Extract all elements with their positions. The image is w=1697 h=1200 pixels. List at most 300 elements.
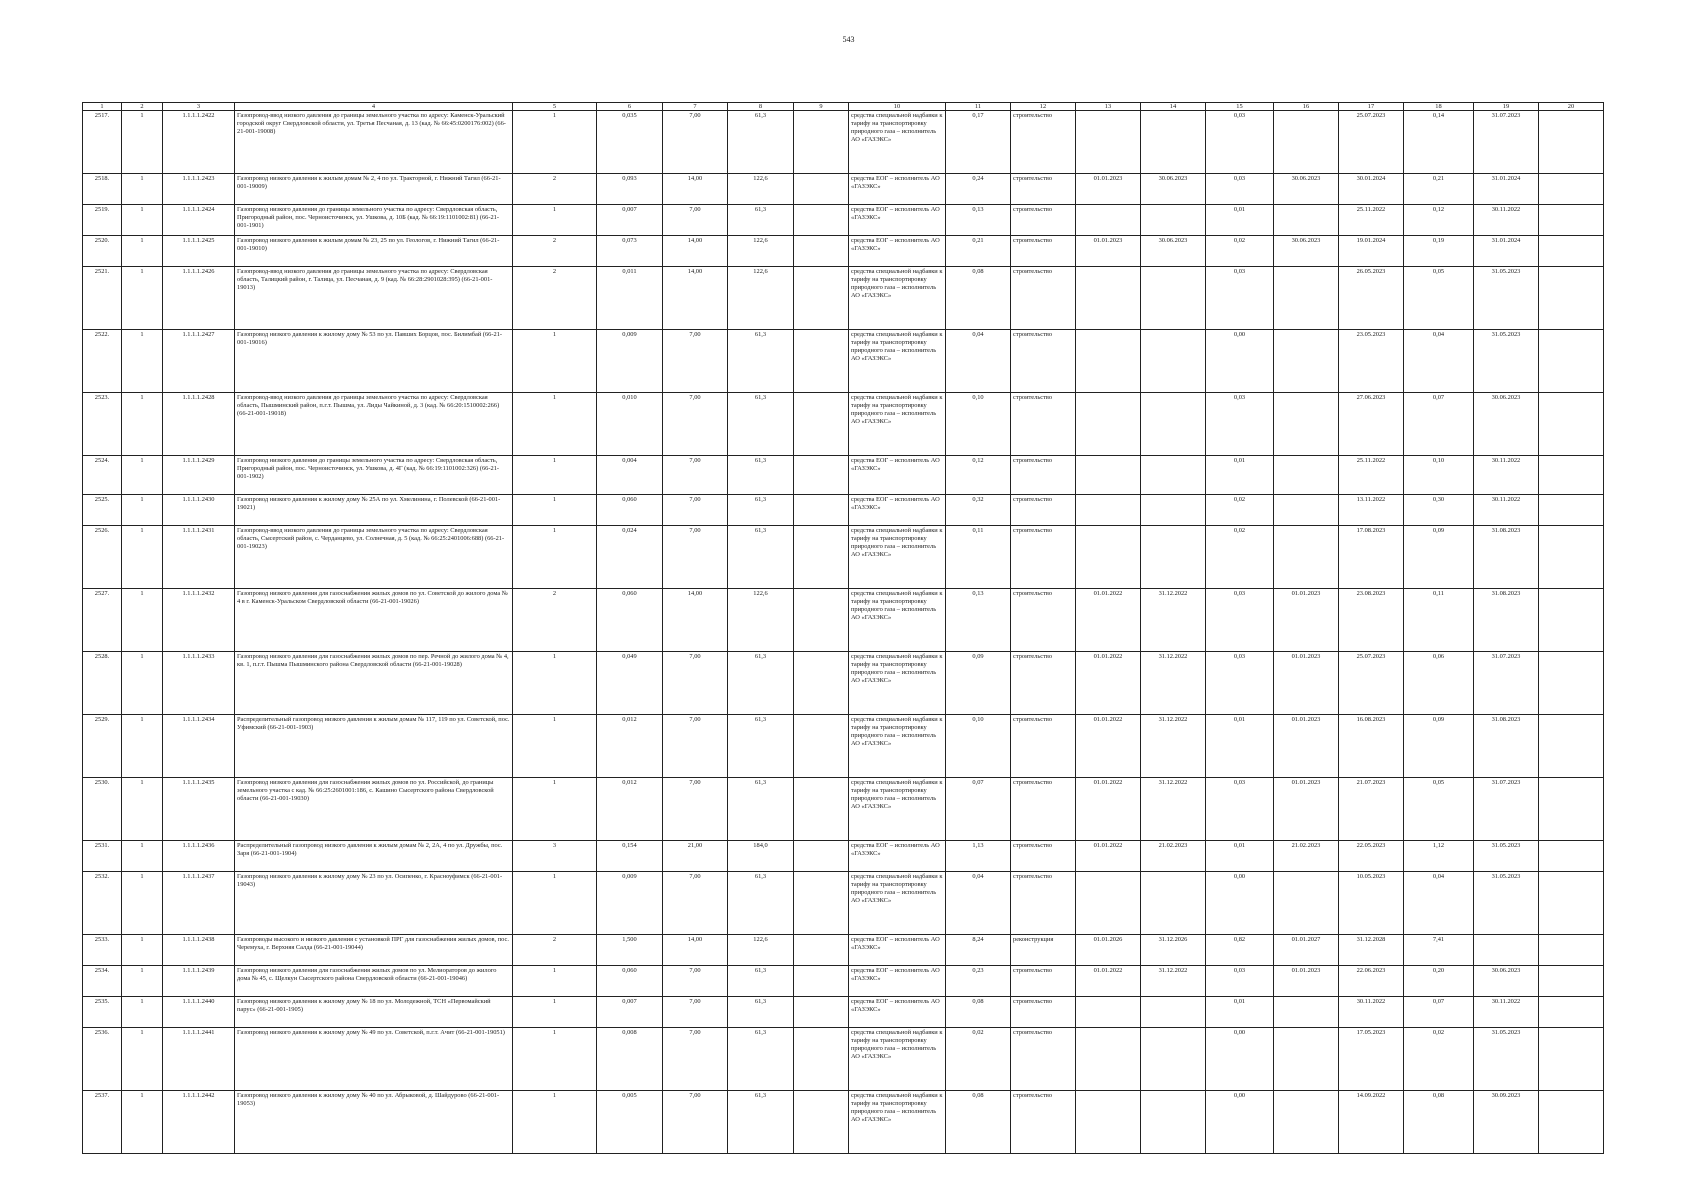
col-16-value xyxy=(1274,111,1339,174)
cost-value: 8,24 xyxy=(946,935,1011,966)
end-date: 31.12.2026 xyxy=(1141,935,1206,966)
table-row xyxy=(83,935,1604,966)
row-number: 2536. xyxy=(83,1028,122,1091)
col-20-value xyxy=(1539,205,1604,236)
column-number-10: 10 xyxy=(849,103,946,111)
col-5-value: 1 xyxy=(513,205,597,236)
row-number: 2524. xyxy=(83,456,122,495)
column-number-7: 7 xyxy=(663,103,728,111)
table-row xyxy=(83,1028,1604,1091)
col-20-value xyxy=(1539,456,1604,495)
col-7-value: 7,00 xyxy=(663,997,728,1028)
col-16-value xyxy=(1274,997,1339,1028)
col-5-value: 1 xyxy=(513,495,597,526)
end-date xyxy=(1141,205,1206,236)
col-7-value: 7,00 xyxy=(663,205,728,236)
col-9-value xyxy=(794,1028,849,1091)
col-16-value xyxy=(1274,330,1339,393)
col-9-value xyxy=(794,330,849,393)
funding-source: средства специальной надбавки к тарифу на транспортировку природного газа – исполнитель АО «ГАЗЭКС» xyxy=(849,1028,946,1091)
work-type: строительство xyxy=(1011,778,1076,841)
col-9-value xyxy=(794,205,849,236)
col-20-value xyxy=(1539,715,1604,778)
start-date xyxy=(1076,111,1141,174)
col-5-value: 2 xyxy=(513,267,597,330)
col-15-value: 0,00 xyxy=(1206,872,1274,935)
start-date: 01.01.2022 xyxy=(1076,778,1141,841)
commissioning-date: 31.01.2024 xyxy=(1474,174,1539,205)
col-16-value xyxy=(1274,1028,1339,1091)
col-5-value: 1 xyxy=(513,715,597,778)
investment-program-table xyxy=(82,102,1604,1154)
col-5-value: 1 xyxy=(513,393,597,456)
start-date xyxy=(1076,872,1141,935)
object-code: 1.1.1.1.2437 xyxy=(163,872,235,935)
completion-date: 25.07.2023 xyxy=(1339,652,1404,715)
commissioning-date: 31.05.2023 xyxy=(1474,267,1539,330)
col-9-value xyxy=(794,715,849,778)
completion-date: 25.11.2022 xyxy=(1339,205,1404,236)
commissioning-date: 31.05.2023 xyxy=(1474,841,1539,872)
col-7-value: 7,00 xyxy=(663,456,728,495)
length-value: 0,007 xyxy=(597,205,663,236)
col-16-value: 01.01.2023 xyxy=(1274,966,1339,997)
length-value: 0,010 xyxy=(597,393,663,456)
end-date: 31.12.2022 xyxy=(1141,778,1206,841)
col-18-value: 0,12 xyxy=(1404,205,1474,236)
row-number: 2526. xyxy=(83,526,122,589)
table-row xyxy=(83,526,1604,589)
col-15-value: 0,02 xyxy=(1206,236,1274,267)
col-18-value: 0,07 xyxy=(1404,997,1474,1028)
funding-source: средства специальной надбавки к тарифу на транспортировку природного газа – исполнитель АО «ГАЗЭКС» xyxy=(849,267,946,330)
commissioning-date: 30.06.2023 xyxy=(1474,966,1539,997)
end-date xyxy=(1141,111,1206,174)
start-date: 01.01.2022 xyxy=(1076,966,1141,997)
col-15-value: 0,82 xyxy=(1206,935,1274,966)
object-code: 1.1.1.1.2427 xyxy=(163,330,235,393)
cost-value: 0,07 xyxy=(946,778,1011,841)
col-18-value: 0,21 xyxy=(1404,174,1474,205)
col-7-value: 7,00 xyxy=(663,652,728,715)
table-row xyxy=(83,715,1604,778)
column-number-2: 2 xyxy=(122,103,163,111)
col-15-value: 0,03 xyxy=(1206,966,1274,997)
completion-date: 25.07.2023 xyxy=(1339,111,1404,174)
length-value: 0,093 xyxy=(597,174,663,205)
col-16-value xyxy=(1274,526,1339,589)
work-type: строительство xyxy=(1011,526,1076,589)
col-15-value: 0,01 xyxy=(1206,841,1274,872)
table-row xyxy=(83,997,1604,1028)
funding-source: средства специальной надбавки к тарифу на транспортировку природного газа – исполнитель АО «ГАЗЭКС» xyxy=(849,393,946,456)
col-15-value: 0,03 xyxy=(1206,393,1274,456)
funding-source: средства специальной надбавки к тарифу на транспортировку природного газа – исполнитель АО «ГАЗЭКС» xyxy=(849,589,946,652)
col-2-value: 1 xyxy=(122,495,163,526)
start-date: 01.01.2022 xyxy=(1076,841,1141,872)
commissioning-date: 31.08.2023 xyxy=(1474,589,1539,652)
funding-source: средства специальной надбавки к тарифу на транспортировку природного газа – исполнитель АО «ГАЗЭКС» xyxy=(849,1091,946,1154)
work-type: строительство xyxy=(1011,589,1076,652)
col-20-value xyxy=(1539,526,1604,589)
col-9-value xyxy=(794,495,849,526)
col-15-value: 0,01 xyxy=(1206,715,1274,778)
length-value: 0,012 xyxy=(597,715,663,778)
completion-date: 21.07.2023 xyxy=(1339,778,1404,841)
cost-value: 0,13 xyxy=(946,589,1011,652)
work-type: строительство xyxy=(1011,393,1076,456)
completion-date: 25.11.2022 xyxy=(1339,456,1404,495)
col-7-value: 14,00 xyxy=(663,935,728,966)
col-7-value: 7,00 xyxy=(663,330,728,393)
object-name: Газопровод низкого давления для газоснабжения жилых домов по ул. Советской до жилого дома № 4 в г. Каменск-Уральском Свердловской области (66-21-001-19026) xyxy=(235,589,513,652)
col-18-value: 1,12 xyxy=(1404,841,1474,872)
object-code: 1.1.1.1.2441 xyxy=(163,1028,235,1091)
completion-date: 14.09.2022 xyxy=(1339,1091,1404,1154)
column-number-3: 3 xyxy=(163,103,235,111)
object-code: 1.1.1.1.2423 xyxy=(163,174,235,205)
col-9-value xyxy=(794,1091,849,1154)
object-code: 1.1.1.1.2430 xyxy=(163,495,235,526)
end-date xyxy=(1141,393,1206,456)
column-number-header-row xyxy=(83,103,1604,111)
commissioning-date: 31.08.2023 xyxy=(1474,526,1539,589)
col-7-value: 7,00 xyxy=(663,715,728,778)
column-number-14: 14 xyxy=(1141,103,1206,111)
col-7-value: 21,00 xyxy=(663,841,728,872)
end-date xyxy=(1141,1091,1206,1154)
col-16-value xyxy=(1274,495,1339,526)
work-type: строительство xyxy=(1011,872,1076,935)
col-8-value: 122,6 xyxy=(728,236,794,267)
object-name: Газопроводы высокого и низкого давления с установкой ПРГ для газоснабжения жилых домов, пос. Черемуха, г. Верхняя Салда (66-21-001-19044) xyxy=(235,935,513,966)
col-8-value: 61,3 xyxy=(728,393,794,456)
col-18-value: 0,07 xyxy=(1404,393,1474,456)
row-number: 2528. xyxy=(83,652,122,715)
object-name: Газопровод низкого давления для газоснабжения жилых домов по ул. Российской, до границы земельного участка с кад. № 66:25:2601001:186, с. Кашино Сысертского района Свердловской области (66-21-001-19030) xyxy=(235,778,513,841)
row-number: 2529. xyxy=(83,715,122,778)
length-value: 0,154 xyxy=(597,841,663,872)
start-date xyxy=(1076,1091,1141,1154)
col-2-value: 1 xyxy=(122,526,163,589)
length-value: 0,060 xyxy=(597,966,663,997)
col-18-value: 0,20 xyxy=(1404,966,1474,997)
col-9-value xyxy=(794,236,849,267)
object-name: Газопровод низкого давления к жилым домам № 23, 25 по ул. Геологов, г. Нижний Тагил (66-21-001-19010) xyxy=(235,236,513,267)
cost-value: 0,10 xyxy=(946,393,1011,456)
col-9-value xyxy=(794,935,849,966)
work-type: строительство xyxy=(1011,1028,1076,1091)
col-18-value: 0,04 xyxy=(1404,330,1474,393)
col-18-value: 0,10 xyxy=(1404,456,1474,495)
col-5-value: 2 xyxy=(513,236,597,267)
cost-value: 0,11 xyxy=(946,526,1011,589)
length-value: 0,005 xyxy=(597,1091,663,1154)
object-name: Газопровод низкого давления к жилому дому № 40 по ул. Абрыковой, д. Шайдурово (66-21-001-19053) xyxy=(235,1091,513,1154)
object-name: Газопровод низкого давления к жилым домам № 2, 4 по ул. Тракторной, г. Нижний Тагил (66-21-001-19009) xyxy=(235,174,513,205)
col-18-value: 0,19 xyxy=(1404,236,1474,267)
length-value: 0,060 xyxy=(597,495,663,526)
commissioning-date: 31.07.2023 xyxy=(1474,652,1539,715)
col-20-value xyxy=(1539,1091,1604,1154)
col-20-value xyxy=(1539,267,1604,330)
length-value: 0,009 xyxy=(597,330,663,393)
col-2-value: 1 xyxy=(122,330,163,393)
col-8-value: 61,3 xyxy=(728,715,794,778)
start-date xyxy=(1076,526,1141,589)
col-15-value: 0,01 xyxy=(1206,456,1274,495)
col-16-value xyxy=(1274,267,1339,330)
col-20-value xyxy=(1539,778,1604,841)
length-value: 0,049 xyxy=(597,652,663,715)
object-name: Газопровод низкого давления для газоснабжения жилых домов по ул. Мелиораторов до жилого дома № 45, с. Щелкун Сысертского района Свердловской области (66-21-001-19046) xyxy=(235,966,513,997)
column-number-9: 9 xyxy=(794,103,849,111)
table-row xyxy=(83,236,1604,267)
object-name: Газопровод-ввод низкого давления до границы земельного участка по адресу: Свердловская область, Талицкий район, г. Талица, ул. Песчаная, д. 9 (кад. № 66:28:2901028:395) (66-21-001-19013) xyxy=(235,267,513,330)
completion-date: 23.08.2023 xyxy=(1339,589,1404,652)
col-2-value: 1 xyxy=(122,205,163,236)
col-20-value xyxy=(1539,495,1604,526)
col-20-value xyxy=(1539,111,1604,174)
object-code: 1.1.1.1.2442 xyxy=(163,1091,235,1154)
cost-value: 0,08 xyxy=(946,1091,1011,1154)
start-date xyxy=(1076,267,1141,330)
end-date xyxy=(1141,997,1206,1028)
col-16-value: 01.01.2023 xyxy=(1274,715,1339,778)
commissioning-date: 31.08.2023 xyxy=(1474,715,1539,778)
object-code: 1.1.1.1.2439 xyxy=(163,966,235,997)
row-number: 2537. xyxy=(83,1091,122,1154)
col-5-value: 1 xyxy=(513,526,597,589)
completion-date: 17.08.2023 xyxy=(1339,526,1404,589)
object-code: 1.1.1.1.2438 xyxy=(163,935,235,966)
completion-date: 16.08.2023 xyxy=(1339,715,1404,778)
start-date xyxy=(1076,205,1141,236)
col-8-value: 122,6 xyxy=(728,935,794,966)
commissioning-date: 31.01.2024 xyxy=(1474,236,1539,267)
object-name: Газопровод низкого давления до границы земельного участка по адресу: Свердловская область, Пригородный район, пос. Черноисточинск, ул. Ушкова, д. 10Б (кад. № 66:19:1101002:81) (66-21-001-1901) xyxy=(235,205,513,236)
col-9-value xyxy=(794,174,849,205)
funding-source: средства ЕОГ – исполнитель АО «ГАЗЭКС» xyxy=(849,236,946,267)
col-5-value: 1 xyxy=(513,1091,597,1154)
work-type: строительство xyxy=(1011,841,1076,872)
col-20-value xyxy=(1539,997,1604,1028)
col-7-value: 7,00 xyxy=(663,111,728,174)
column-number-18: 18 xyxy=(1404,103,1474,111)
col-7-value: 14,00 xyxy=(663,589,728,652)
funding-source: средства ЕОГ – исполнитель АО «ГАЗЭКС» xyxy=(849,841,946,872)
start-date: 01.01.2026 xyxy=(1076,935,1141,966)
object-code: 1.1.1.1.2426 xyxy=(163,267,235,330)
column-number-1: 1 xyxy=(83,103,122,111)
col-8-value: 61,3 xyxy=(728,652,794,715)
col-5-value: 2 xyxy=(513,589,597,652)
col-15-value: 0,03 xyxy=(1206,111,1274,174)
column-number-19: 19 xyxy=(1474,103,1539,111)
object-code: 1.1.1.1.2429 xyxy=(163,456,235,495)
end-date: 31.12.2022 xyxy=(1141,652,1206,715)
col-2-value: 1 xyxy=(122,935,163,966)
completion-date: 31.12.2028 xyxy=(1339,935,1404,966)
object-code: 1.1.1.1.2422 xyxy=(163,111,235,174)
length-value: 0,004 xyxy=(597,456,663,495)
col-8-value: 184,0 xyxy=(728,841,794,872)
object-name: Газопровод низкого давления к жилому дому № 25А по ул. Хмелинина, г. Полевской (66-21-001-19021) xyxy=(235,495,513,526)
completion-date: 13.11.2022 xyxy=(1339,495,1404,526)
row-number: 2517. xyxy=(83,111,122,174)
column-number-5: 5 xyxy=(513,103,597,111)
work-type: строительство xyxy=(1011,174,1076,205)
table-row xyxy=(83,393,1604,456)
col-18-value: 0,05 xyxy=(1404,778,1474,841)
col-7-value: 7,00 xyxy=(663,495,728,526)
col-20-value xyxy=(1539,652,1604,715)
col-9-value xyxy=(794,966,849,997)
col-9-value xyxy=(794,997,849,1028)
column-number-6: 6 xyxy=(597,103,663,111)
col-20-value xyxy=(1539,174,1604,205)
row-number: 2519. xyxy=(83,205,122,236)
object-name: Газопровод-ввод низкого давления до границы земельного участка по адресу: Свердловская область, Сысертский район, с. Черданцево, ул. Солнечная, д. 5 (кад. № 66:25:2401006:688) (66-21-001-19023) xyxy=(235,526,513,589)
commissioning-date xyxy=(1474,935,1539,966)
table-row xyxy=(83,205,1604,236)
row-number: 2523. xyxy=(83,393,122,456)
funding-source: средства специальной надбавки к тарифу на транспортировку природного газа – исполнитель АО «ГАЗЭКС» xyxy=(849,330,946,393)
col-18-value: 0,06 xyxy=(1404,652,1474,715)
col-15-value: 0,01 xyxy=(1206,997,1274,1028)
work-type: строительство xyxy=(1011,495,1076,526)
funding-source: средства специальной надбавки к тарифу на транспортировку природного газа – исполнитель АО «ГАЗЭКС» xyxy=(849,872,946,935)
funding-source: средства специальной надбавки к тарифу на транспортировку природного газа – исполнитель АО «ГАЗЭКС» xyxy=(849,111,946,174)
col-5-value: 1 xyxy=(513,456,597,495)
col-18-value: 0,02 xyxy=(1404,1028,1474,1091)
col-15-value: 0,01 xyxy=(1206,205,1274,236)
col-8-value: 61,3 xyxy=(728,1028,794,1091)
col-8-value: 61,3 xyxy=(728,456,794,495)
commissioning-date: 31.05.2023 xyxy=(1474,1028,1539,1091)
col-2-value: 1 xyxy=(122,966,163,997)
cost-value: 1,13 xyxy=(946,841,1011,872)
col-2-value: 1 xyxy=(122,111,163,174)
col-20-value xyxy=(1539,330,1604,393)
col-8-value: 61,3 xyxy=(728,997,794,1028)
start-date xyxy=(1076,330,1141,393)
col-20-value xyxy=(1539,589,1604,652)
row-number: 2522. xyxy=(83,330,122,393)
column-number-13: 13 xyxy=(1076,103,1141,111)
object-code: 1.1.1.1.2431 xyxy=(163,526,235,589)
col-5-value: 1 xyxy=(513,330,597,393)
table-row xyxy=(83,652,1604,715)
table-row xyxy=(83,1091,1604,1154)
cost-value: 0,23 xyxy=(946,966,1011,997)
col-16-value xyxy=(1274,872,1339,935)
col-2-value: 1 xyxy=(122,267,163,330)
page-number: 543 xyxy=(842,35,855,44)
table-row xyxy=(83,495,1604,526)
object-name: Газопровод низкого давления до границы земельного участка по адресу: Свердловская область, Пригородный район, пос. Черноисточинск, ул. Ушкова, д. 4Г (кад. № 66:19:1101002:326) (66-21-001-1902) xyxy=(235,456,513,495)
col-16-value xyxy=(1274,456,1339,495)
work-type: строительство xyxy=(1011,966,1076,997)
cost-value: 0,13 xyxy=(946,205,1011,236)
col-20-value xyxy=(1539,393,1604,456)
commissioning-date: 31.07.2023 xyxy=(1474,778,1539,841)
object-code: 1.1.1.1.2440 xyxy=(163,997,235,1028)
col-7-value: 14,00 xyxy=(663,267,728,330)
col-16-value xyxy=(1274,1091,1339,1154)
funding-source: средства ЕОГ – исполнитель АО «ГАЗЭКС» xyxy=(849,966,946,997)
cost-value: 0,02 xyxy=(946,1028,1011,1091)
work-type: строительство xyxy=(1011,330,1076,393)
col-15-value: 0,00 xyxy=(1206,330,1274,393)
work-type: строительство xyxy=(1011,205,1076,236)
cost-value: 0,04 xyxy=(946,872,1011,935)
start-date: 01.01.2023 xyxy=(1076,236,1141,267)
col-18-value: 0,04 xyxy=(1404,872,1474,935)
commissioning-date: 31.05.2023 xyxy=(1474,330,1539,393)
col-2-value: 1 xyxy=(122,236,163,267)
cost-value: 0,32 xyxy=(946,495,1011,526)
row-number: 2521. xyxy=(83,267,122,330)
column-number-4: 4 xyxy=(235,103,513,111)
cost-value: 0,17 xyxy=(946,111,1011,174)
length-value: 0,012 xyxy=(597,778,663,841)
col-5-value: 1 xyxy=(513,966,597,997)
cost-value: 0,12 xyxy=(946,456,1011,495)
col-16-value: 30.06.2023 xyxy=(1274,174,1339,205)
length-value: 0,060 xyxy=(597,589,663,652)
col-15-value: 0,03 xyxy=(1206,267,1274,330)
object-name: Газопровод низкого давления для газоснабжения жилых домов по пер. Речной до жилого дома № 4, кв. 1, п.г.т. Пышма Пышминского района Свердловской области (66-21-001-19028) xyxy=(235,652,513,715)
funding-source: средства ЕОГ – исполнитель АО «ГАЗЭКС» xyxy=(849,495,946,526)
end-date xyxy=(1141,872,1206,935)
col-5-value: 1 xyxy=(513,1028,597,1091)
col-7-value: 7,00 xyxy=(663,872,728,935)
object-name: Распределительный газопровод низкого давления к жилым домам № 117, 119 по ул. Советской, пос. Уфимский (66-21-001-1903) xyxy=(235,715,513,778)
completion-date: 17.05.2023 xyxy=(1339,1028,1404,1091)
completion-date: 30.11.2022 xyxy=(1339,997,1404,1028)
col-9-value xyxy=(794,393,849,456)
cost-value: 0,08 xyxy=(946,267,1011,330)
completion-date: 10.05.2023 xyxy=(1339,872,1404,935)
column-number-20: 20 xyxy=(1539,103,1604,111)
object-name: Газопровод низкого давления к жилому дому № 49 по ул. Советской, п.г.т. Ачит (66-21-001-19051) xyxy=(235,1028,513,1091)
end-date xyxy=(1141,526,1206,589)
col-2-value: 1 xyxy=(122,1091,163,1154)
object-code: 1.1.1.1.2436 xyxy=(163,841,235,872)
col-7-value: 7,00 xyxy=(663,778,728,841)
row-number: 2525. xyxy=(83,495,122,526)
row-number: 2520. xyxy=(83,236,122,267)
col-15-value: 0,02 xyxy=(1206,526,1274,589)
commissioning-date: 30.11.2022 xyxy=(1474,495,1539,526)
column-number-15: 15 xyxy=(1206,103,1274,111)
start-date: 01.01.2022 xyxy=(1076,652,1141,715)
completion-date: 27.06.2023 xyxy=(1339,393,1404,456)
col-8-value: 122,6 xyxy=(728,267,794,330)
col-2-value: 1 xyxy=(122,589,163,652)
col-18-value: 7,41 xyxy=(1404,935,1474,966)
funding-source: средства специальной надбавки к тарифу на транспортировку природного газа – исполнитель АО «ГАЗЭКС» xyxy=(849,526,946,589)
col-9-value xyxy=(794,841,849,872)
col-9-value xyxy=(794,267,849,330)
length-value: 0,011 xyxy=(597,267,663,330)
col-2-value: 1 xyxy=(122,841,163,872)
col-18-value: 0,30 xyxy=(1404,495,1474,526)
column-number-16: 16 xyxy=(1274,103,1339,111)
col-18-value: 0,14 xyxy=(1404,111,1474,174)
start-date xyxy=(1076,1028,1141,1091)
